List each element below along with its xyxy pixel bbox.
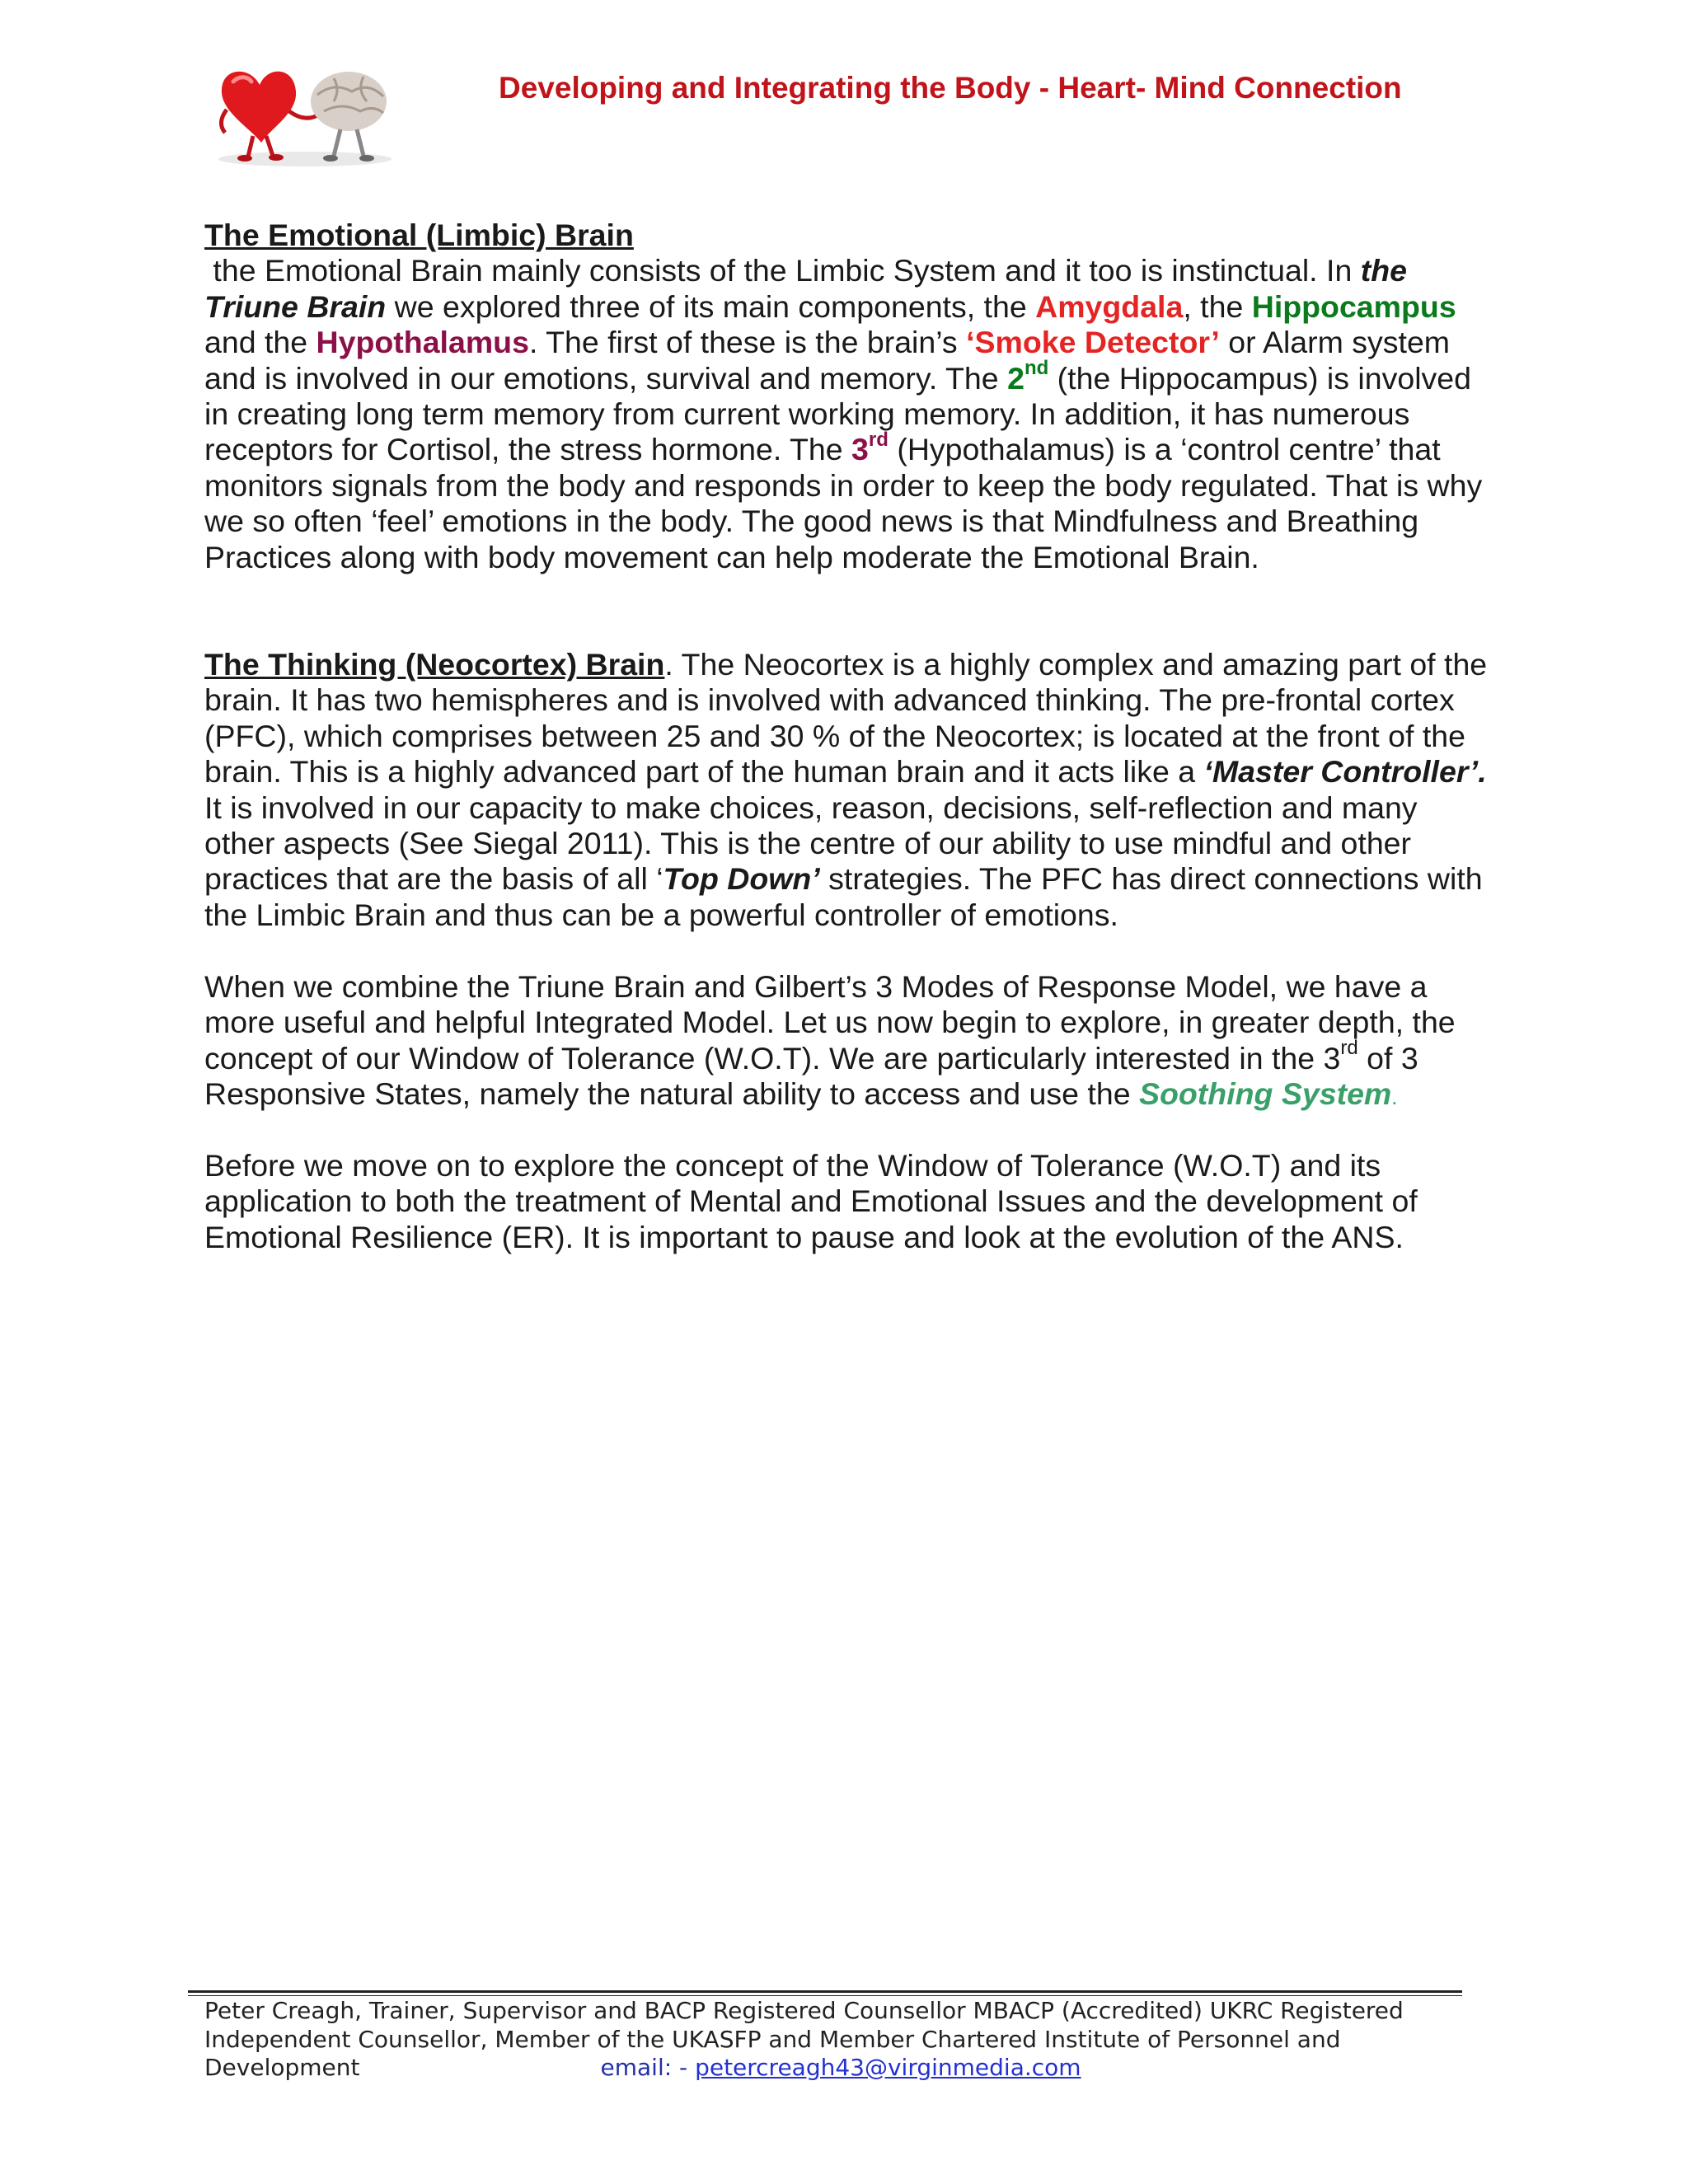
term-smoke-detector: ‘Smoke Detector’ [966, 325, 1220, 360]
footer-line-3: Development email: - petercreagh43@virginmedia.com [204, 2054, 1081, 2081]
term-hypothalamus: Hypothalamus [316, 325, 529, 360]
footer-line-2: Independent Counsellor, Member of the UKASFP and Member Chartered Institute of Personnel and [204, 2025, 1341, 2053]
footer-divider [188, 1990, 1462, 1993]
header-title: Developing and Integrating the Body - Heart- Mind Connection [499, 71, 1402, 105]
term-hippocampus: Hippocampus [1251, 288, 1456, 324]
heading-thinking-brain: The Thinking (Neocortex) Brain [204, 647, 665, 682]
paragraph-window-of-tolerance: Before we move on to explore the concept of the Window of Tolerance (W.O.T) and its application to both the treatment of Mental and Emotional Issues and the development of Emotional Resilience (ER). It is important to pause and look at the evolution of the ANS. [204, 1148, 1418, 1254]
paragraph-integrated-model: When we combine the Triune Brain and Gilbert’s 3 Modes of Response Model, we have a more useful and helpful Integrated Model. Let us now begin to explore, in greater depth, the concept of our Window of Tolerance (W.O.T). We are particularly interested in the 3rd of 3 Responsive States, namely the natural ability to access and use the Soothing System. [204, 969, 1456, 1112]
heading-emotional-brain: The Emotional (Limbic) Brain [204, 218, 634, 252]
footer-divider-thin [188, 1995, 1462, 1996]
heart-brain-logo [210, 54, 400, 169]
footer [204, 1997, 1490, 2083]
email-label: email: - [600, 2054, 696, 2081]
paragraph-thinking-brain: The Thinking (Neocortex) Brain. The Neocortex is a highly complex and amazing part of the brain. It has two hemispheres and is involved with advanced thinking. The pre-frontal cortex (PFC), which comprises between 25 and 30 % of the Neocortex; is located at the front of the brain. This is a highly advanced part of the human brain and it acts like a ‘Master Controller’. It is involved in our capacity to make choices, reason, decisions, self-reflection and many other aspects (See Siegal 2011). This is the centre of our ability to use mindful and other practices that are the basis of all ‘Top Down’ strategies. The PFC has direct connections with the Limbic Brain and thus can be a powerful controller of emotions. [204, 647, 1504, 932]
paragraph-emotional-brain: The Emotional (Limbic) Brain the Emotional Brain mainly consists of the Limbic System and it too is instinctual. In the Triune Brain we explored three of its main components, the Amygdala, the Hippocampus and the Hypothalamus. The first of these is the brain’s ‘Smoke Detector’ or Alarm system and is involved in our emotions, survival and memory. The 2nd (the Hippocampus) is involved in creating long term memory from current working memory. In addition, it has numerous receptors for Cortisol, the stress hormone. The 3rd (Hypothalamus) is a ‘control centre’ that monitors signals from the body and responds in order to keep the body regulated. That is why we so often ‘feel’ emotions in the body. The good news is that Mindfulness and Breathing Practices along with body movement can help moderate the Emotional Brain. [204, 218, 1483, 574]
term-soothing-system: Soothing System [1138, 1076, 1392, 1112]
email-link[interactable]: petercreagh43@virginmedia.com [695, 2054, 1081, 2081]
footer-line-1: Peter Creagh, Trainer, Supervisor and BACP Registered Counsellor MBACP (Accredited) UKRC Registered [204, 1997, 1404, 2024]
brain-icon [311, 72, 387, 162]
term-amygdala: Amygdala [1035, 288, 1184, 324]
